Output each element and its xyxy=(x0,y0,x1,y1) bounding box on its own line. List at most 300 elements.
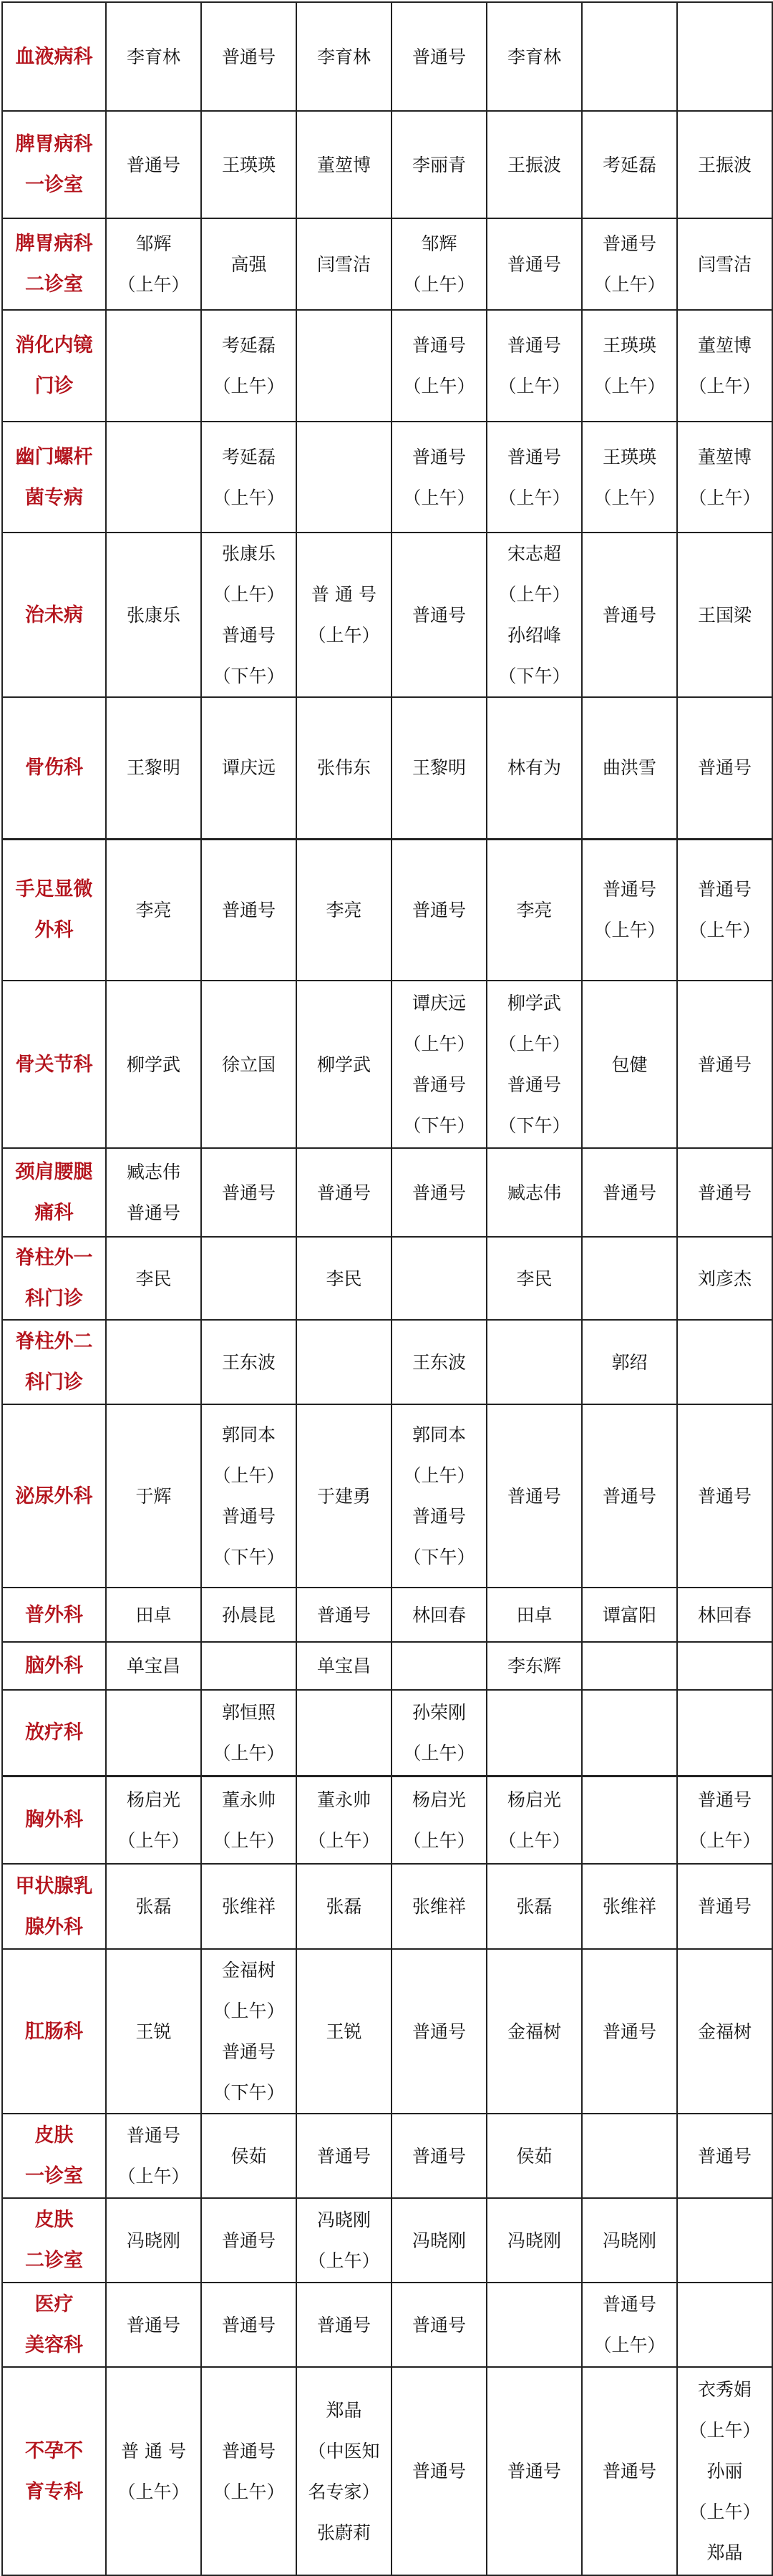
schedule-cell-line: （上午） xyxy=(593,2335,666,2356)
schedule-cell-line: 张伟东 xyxy=(316,757,371,779)
schedule-cell-line: 曲洪雪 xyxy=(602,757,656,779)
department-name-line: 肛肠科 xyxy=(25,2020,83,2043)
department-name xyxy=(2,981,106,1148)
schedule-cell-line: 李民 xyxy=(135,1268,172,1289)
department-name-line: 幽门螺杆 xyxy=(15,445,93,468)
schedule-cell-line: 柳学武 xyxy=(126,1054,180,1075)
schedule-cell-line: 董永帅 xyxy=(316,1789,371,1810)
schedule-row xyxy=(2,1237,772,1320)
department-name-line: 骨关节科 xyxy=(15,1053,93,1076)
schedule-cell-line: 普通号 xyxy=(412,2021,466,2042)
schedule-cell xyxy=(106,697,201,839)
schedule-cell xyxy=(296,697,392,839)
schedule-cell-line: 高强 xyxy=(230,253,267,275)
schedule-cell xyxy=(487,1690,582,1776)
schedule-cell-line: 普通号 xyxy=(602,2461,656,2482)
schedule-row xyxy=(2,1642,772,1690)
schedule-row xyxy=(2,310,772,422)
schedule-cell xyxy=(106,422,201,533)
schedule-cell xyxy=(392,981,487,1148)
department-name-line: 手足显微 xyxy=(15,878,93,901)
schedule-cell xyxy=(677,218,772,310)
schedule-cell-line: 王瑛瑛 xyxy=(221,154,276,175)
schedule-cell xyxy=(582,981,677,1148)
schedule-cell-line: 王国梁 xyxy=(697,604,752,626)
department-name xyxy=(2,1776,106,1864)
schedule-cell xyxy=(106,1588,201,1642)
schedule-cell xyxy=(296,2198,392,2283)
schedule-cell-line: 普通号 xyxy=(697,1485,752,1507)
department-name-line: 门诊 xyxy=(34,375,74,397)
schedule-cell-line: （上午） xyxy=(689,487,761,508)
schedule-cell-line: 考延磊 xyxy=(221,335,276,356)
schedule-row xyxy=(2,2,772,111)
schedule-cell xyxy=(296,1404,392,1588)
schedule-cell xyxy=(296,1642,392,1690)
schedule-cell xyxy=(201,1237,296,1320)
schedule-cell xyxy=(487,981,582,1148)
schedule-cell xyxy=(106,1404,201,1588)
schedule-cell-line: （上午） xyxy=(498,1829,570,1851)
department-name-line: 皮肤 xyxy=(34,2209,74,2231)
schedule-cell xyxy=(392,533,487,697)
schedule-cell-line: 王东波 xyxy=(221,1351,276,1373)
schedule-cell xyxy=(582,1404,677,1588)
schedule-cell-line: 冯晓刚 xyxy=(316,2210,371,2230)
department-name xyxy=(2,1588,106,1642)
schedule-cell xyxy=(106,310,201,422)
schedule-row xyxy=(2,1690,772,1776)
department-name-line: 腺外科 xyxy=(25,1915,83,1938)
schedule-cell-line: 普通号 xyxy=(126,154,180,175)
schedule-cell-line: 张磊 xyxy=(135,1896,172,1917)
schedule-cell xyxy=(106,1690,201,1776)
schedule-cell xyxy=(201,1148,296,1237)
schedule-cell-line: 林回春 xyxy=(697,1604,752,1625)
schedule-row xyxy=(2,1776,772,1864)
schedule-cell-line: （上午） xyxy=(213,2001,285,2021)
schedule-cell-line: 杨启光 xyxy=(126,1789,180,1810)
schedule-cell-line: （上午） xyxy=(308,625,380,646)
schedule-cell xyxy=(296,1776,392,1864)
schedule-cell-line: 闫雪洁 xyxy=(697,253,752,275)
schedule-cell xyxy=(392,1776,487,1864)
schedule-cell xyxy=(201,1949,296,2114)
schedule-cell xyxy=(677,697,772,839)
schedule-cell-line: （上午） xyxy=(213,2481,285,2502)
schedule-cell xyxy=(106,111,201,218)
schedule-cell xyxy=(392,2114,487,2198)
schedule-cell xyxy=(487,2283,582,2367)
schedule-cell xyxy=(677,981,772,1148)
schedule-cell xyxy=(677,533,772,697)
schedule-cell xyxy=(392,2,487,111)
department-name-line: 放疗科 xyxy=(25,1721,83,1744)
schedule-cell-line: 王锐 xyxy=(326,2021,362,2042)
schedule-cell-line: 普通号 xyxy=(221,2230,276,2251)
schedule-cell xyxy=(392,218,487,310)
schedule-cell-line: 李育林 xyxy=(507,46,561,67)
schedule-cell xyxy=(487,1148,582,1237)
clinic-schedule-table xyxy=(1,1,773,2576)
schedule-cell xyxy=(487,1949,582,2114)
schedule-cell xyxy=(677,1588,772,1642)
schedule-cell xyxy=(677,111,772,218)
schedule-cell-line: 孙绍峰 xyxy=(507,625,561,646)
schedule-cell xyxy=(677,1864,772,1949)
schedule-cell-line: 普通号 xyxy=(697,1896,752,1917)
schedule-cell xyxy=(106,1642,201,1690)
schedule-cell xyxy=(677,1949,772,2114)
schedule-cell-line: （上午） xyxy=(213,1742,285,1764)
department-name-line: 科门诊 xyxy=(25,1371,83,1394)
department-name-line: 脾胃病科 xyxy=(15,233,93,255)
schedule-cell xyxy=(582,1690,677,1776)
schedule-cell xyxy=(392,2367,487,2575)
schedule-cell xyxy=(106,2198,201,2283)
schedule-cell xyxy=(392,2198,487,2283)
schedule-cell-line: 张磊 xyxy=(326,1896,362,1917)
schedule-cell xyxy=(296,111,392,218)
schedule-cell-line: 张磊 xyxy=(516,1896,553,1917)
schedule-cell-line: 普通号 xyxy=(221,1182,276,1203)
schedule-cell-line: 李丽青 xyxy=(412,154,466,175)
schedule-cell xyxy=(582,218,677,310)
schedule-cell xyxy=(582,1320,677,1404)
schedule-cell-line: （上午） xyxy=(403,1465,475,1486)
department-name-line: 一诊室 xyxy=(25,174,83,196)
schedule-cell-line: 董堃博 xyxy=(316,154,371,175)
department-name-line: 脊柱外二 xyxy=(15,1331,93,1353)
schedule-cell-line: 侯茹 xyxy=(230,2145,267,2167)
schedule-cell-line: 郑晶 xyxy=(706,2542,743,2563)
department-name-line: 皮肤 xyxy=(34,2124,74,2147)
schedule-cell-line: 普通号 xyxy=(507,253,561,275)
schedule-cell xyxy=(106,1864,201,1949)
schedule-cell-line: 考延磊 xyxy=(602,154,656,175)
schedule-cell-line: 张维祥 xyxy=(412,1896,466,1917)
schedule-cell xyxy=(201,1404,296,1588)
schedule-cell xyxy=(487,2,582,111)
schedule-cell-line: （上午） xyxy=(593,920,666,941)
schedule-cell xyxy=(296,1588,392,1642)
schedule-row xyxy=(2,1320,772,1404)
schedule-cell-line: 衣秀娟 xyxy=(697,2379,752,2400)
schedule-cell xyxy=(677,2283,772,2367)
schedule-cell xyxy=(392,1949,487,2114)
schedule-body xyxy=(2,2,772,2575)
schedule-cell-line: 普通号 xyxy=(602,1485,656,1507)
schedule-row xyxy=(2,1404,772,1588)
schedule-cell xyxy=(487,1864,582,1949)
schedule-cell-line: 单宝昌 xyxy=(126,1656,180,1676)
department-name xyxy=(2,1690,106,1776)
schedule-cell-line: （上午） xyxy=(403,376,475,397)
schedule-cell-line: 普通号 xyxy=(316,1604,371,1625)
schedule-cell-line: 王振波 xyxy=(507,154,561,175)
schedule-cell xyxy=(677,422,772,533)
schedule-cell xyxy=(106,839,201,981)
department-name xyxy=(2,1148,106,1237)
schedule-cell-line: （上午） xyxy=(308,2250,380,2271)
department-name xyxy=(2,2,106,111)
schedule-cell xyxy=(677,839,772,981)
schedule-row xyxy=(2,111,772,218)
schedule-cell-line: 李民 xyxy=(326,1268,362,1289)
department-name-line: 育专科 xyxy=(25,2480,83,2503)
schedule-cell-line: 普通号 xyxy=(412,604,466,626)
department-name-line: 甲状腺乳 xyxy=(15,1875,93,1897)
schedule-cell-line: 王瑛瑛 xyxy=(602,446,656,467)
schedule-cell-line: 邹辉 xyxy=(421,233,457,254)
schedule-cell-line: （上午） xyxy=(498,487,570,508)
schedule-cell-line: 董堃博 xyxy=(697,335,752,356)
schedule-cell-line: 于建勇 xyxy=(316,1485,371,1507)
schedule-cell-line: 孙丽 xyxy=(706,2461,743,2482)
schedule-cell xyxy=(201,533,296,697)
schedule-cell-line: （上午） xyxy=(117,1829,190,1851)
schedule-cell-line: 孙荣刚 xyxy=(412,1701,466,1723)
schedule-cell-line: 普通号 xyxy=(316,2145,371,2167)
schedule-cell-line: 郭同本 xyxy=(412,1424,466,1445)
schedule-cell-line: （下午） xyxy=(213,1547,285,1568)
schedule-cell xyxy=(201,1776,296,1864)
schedule-cell-line: 普通号 xyxy=(507,335,561,356)
schedule-cell xyxy=(392,1404,487,1588)
schedule-cell xyxy=(487,1642,582,1690)
schedule-cell-line: 郑晶 xyxy=(326,2399,362,2421)
department-name-line: 美容科 xyxy=(25,2334,83,2356)
schedule-cell-line: 普通号 xyxy=(316,2314,371,2336)
schedule-cell-line: 冯晓刚 xyxy=(126,2230,180,2251)
department-name xyxy=(2,218,106,310)
schedule-cell-line: 普通号 xyxy=(221,1506,276,1527)
schedule-cell-line: 郭恒照 xyxy=(221,1701,276,1723)
schedule-cell xyxy=(582,310,677,422)
department-name xyxy=(2,1642,106,1690)
schedule-cell xyxy=(582,533,677,697)
schedule-cell-line: 普通号 xyxy=(412,1506,466,1527)
schedule-cell-line: 普 通 号 xyxy=(311,584,376,605)
schedule-cell-line: （上午） xyxy=(403,1742,475,1764)
schedule-cell-line: 宋志超 xyxy=(507,543,561,564)
schedule-cell-line: 王东波 xyxy=(412,1351,466,1373)
schedule-cell xyxy=(392,1148,487,1237)
schedule-cell-line: （上午） xyxy=(213,1829,285,1851)
schedule-cell-line: 普通号 xyxy=(221,899,276,920)
schedule-cell xyxy=(201,2,296,111)
schedule-cell-line: 金福树 xyxy=(697,2021,752,2042)
schedule-cell-line: 林回春 xyxy=(412,1604,466,1625)
schedule-cell xyxy=(582,2114,677,2198)
schedule-cell xyxy=(106,1949,201,2114)
schedule-cell-line: （上午） xyxy=(117,2481,190,2502)
schedule-cell-line: （上午） xyxy=(593,274,666,295)
schedule-cell-line: 普通号 xyxy=(221,2041,276,2062)
schedule-cell-line: 王锐 xyxy=(135,2021,172,2042)
department-name-line: 医疗 xyxy=(34,2293,74,2315)
schedule-cell xyxy=(392,1690,487,1776)
schedule-cell-line: （中医知 xyxy=(308,2440,380,2461)
schedule-cell-line: 李亮 xyxy=(516,899,553,920)
schedule-cell xyxy=(582,1949,677,2114)
schedule-cell xyxy=(487,218,582,310)
schedule-cell-line: 张康乐 xyxy=(221,543,276,564)
department-name-line: 外科 xyxy=(34,919,74,942)
schedule-cell xyxy=(392,422,487,533)
schedule-cell xyxy=(296,1320,392,1404)
schedule-cell-line: 王振波 xyxy=(697,154,752,175)
schedule-cell xyxy=(487,1776,582,1864)
schedule-cell xyxy=(106,2,201,111)
schedule-cell-line: 普通号 xyxy=(507,1074,561,1095)
schedule-cell xyxy=(201,1320,296,1404)
schedule-cell xyxy=(201,1690,296,1776)
schedule-cell-line: 普通号 xyxy=(507,446,561,467)
schedule-cell xyxy=(487,2367,582,2575)
schedule-cell-line: （下午） xyxy=(213,666,285,686)
schedule-cell-line: （上午） xyxy=(498,376,570,397)
department-name-line: 脊柱外一 xyxy=(15,1247,93,1269)
schedule-cell xyxy=(201,697,296,839)
schedule-cell xyxy=(296,1690,392,1776)
schedule-cell-line: （上午） xyxy=(498,1034,570,1054)
schedule-cell xyxy=(392,111,487,218)
department-name-line: 血液病科 xyxy=(15,45,93,68)
schedule-cell-line: 普通号 xyxy=(412,2461,466,2482)
department-name xyxy=(2,1237,106,1320)
schedule-cell-line: （下午） xyxy=(403,1115,475,1136)
schedule-cell-line: 普通号 xyxy=(126,1202,180,1223)
schedule-cell xyxy=(487,310,582,422)
schedule-cell-line: 包健 xyxy=(611,1054,648,1075)
schedule-row xyxy=(2,2283,772,2367)
department-name-line: 脾胃病科 xyxy=(15,133,93,155)
schedule-cell xyxy=(392,1642,487,1690)
schedule-cell xyxy=(201,2114,296,2198)
schedule-cell xyxy=(201,1864,296,1949)
schedule-cell xyxy=(201,422,296,533)
schedule-cell xyxy=(487,1237,582,1320)
schedule-cell-line: 普通号 xyxy=(221,2314,276,2336)
schedule-cell-line: （上午） xyxy=(213,1465,285,1486)
schedule-cell-line: 李民 xyxy=(516,1268,553,1289)
schedule-cell-line: 王黎明 xyxy=(412,757,466,779)
schedule-cell xyxy=(296,2283,392,2367)
schedule-cell xyxy=(677,2,772,111)
schedule-cell-line: 董堃博 xyxy=(697,446,752,467)
schedule-row xyxy=(2,1864,772,1949)
schedule-cell xyxy=(392,1237,487,1320)
schedule-cell-line: （下午） xyxy=(498,1115,570,1136)
schedule-cell-line: 谭庆远 xyxy=(221,757,276,779)
schedule-cell-line: 李亮 xyxy=(326,899,362,920)
schedule-cell-line: （上午） xyxy=(689,2502,761,2522)
schedule-cell xyxy=(201,839,296,981)
schedule-cell-line: 王瑛瑛 xyxy=(602,335,656,356)
schedule-cell xyxy=(677,1404,772,1588)
schedule-cell xyxy=(201,2367,296,2575)
schedule-cell xyxy=(487,2114,582,2198)
department-name-line: 骨伤科 xyxy=(25,757,83,779)
schedule-row xyxy=(2,697,772,839)
schedule-cell xyxy=(296,310,392,422)
department-name xyxy=(2,839,106,981)
schedule-cell xyxy=(392,1588,487,1642)
department-name-line: 脑外科 xyxy=(25,1655,83,1677)
schedule-cell-line: 普通号 xyxy=(602,879,656,900)
schedule-cell xyxy=(106,1776,201,1864)
schedule-cell-line: 臧志伟 xyxy=(507,1182,561,1203)
schedule-cell xyxy=(677,1237,772,1320)
schedule-cell xyxy=(106,1237,201,1320)
department-name xyxy=(2,2114,106,2198)
schedule-cell xyxy=(296,1864,392,1949)
schedule-cell xyxy=(487,111,582,218)
department-name-line: 科门诊 xyxy=(25,1288,83,1310)
schedule-cell-line: 单宝昌 xyxy=(316,1656,371,1676)
schedule-cell-line: 张康乐 xyxy=(126,604,180,626)
schedule-cell-line: 侯茹 xyxy=(516,2145,553,2167)
schedule-cell-line: 郭绍 xyxy=(611,1351,648,1373)
schedule-cell xyxy=(677,2198,772,2283)
schedule-cell-line: 杨启光 xyxy=(412,1789,466,1810)
schedule-cell xyxy=(487,422,582,533)
schedule-cell xyxy=(487,1404,582,1588)
schedule-cell-line: 张维祥 xyxy=(602,1896,656,1917)
schedule-cell-line: （上午） xyxy=(498,584,570,605)
schedule-cell-line: （上午） xyxy=(593,376,666,397)
schedule-row xyxy=(2,981,772,1148)
schedule-row xyxy=(2,2114,772,2198)
schedule-cell-line: 冯晓刚 xyxy=(602,2230,656,2251)
schedule-cell-line: 普通号 xyxy=(412,2145,466,2167)
department-name xyxy=(2,310,106,422)
schedule-cell xyxy=(392,1320,487,1404)
schedule-cell-line: 张维祥 xyxy=(221,1896,276,1917)
schedule-cell-line: 董永帅 xyxy=(221,1789,276,1810)
schedule-cell xyxy=(582,1588,677,1642)
schedule-cell-line: （上午） xyxy=(689,920,761,941)
schedule-cell-line: 张蔚莉 xyxy=(316,2522,371,2543)
schedule-cell xyxy=(677,1776,772,1864)
schedule-cell-line: 田卓 xyxy=(516,1604,553,1625)
schedule-cell-line: 闫雪洁 xyxy=(316,253,371,275)
schedule-cell xyxy=(677,2114,772,2198)
schedule-cell xyxy=(106,218,201,310)
schedule-cell-line: 普通号 xyxy=(221,2440,276,2461)
schedule-row xyxy=(2,1949,772,2114)
schedule-row xyxy=(2,218,772,310)
schedule-cell xyxy=(582,1237,677,1320)
department-name-line: 泌尿外科 xyxy=(15,1484,93,1507)
schedule-cell-line: 柳学武 xyxy=(316,1054,371,1075)
schedule-cell xyxy=(582,2367,677,2575)
schedule-cell xyxy=(106,2283,201,2367)
schedule-cell xyxy=(677,1642,772,1690)
schedule-cell xyxy=(582,1642,677,1690)
schedule-cell-line: 谭庆远 xyxy=(412,993,466,1014)
schedule-cell-line: （上午） xyxy=(213,376,285,397)
schedule-cell-line: （上午） xyxy=(403,274,475,295)
department-name xyxy=(2,2198,106,2283)
schedule-cell xyxy=(487,1588,582,1642)
schedule-cell-line: 王黎明 xyxy=(126,757,180,779)
schedule-cell xyxy=(582,697,677,839)
department-name-line: 消化内镜 xyxy=(15,334,93,356)
department-name xyxy=(2,2283,106,2367)
schedule-cell-line: 于辉 xyxy=(135,1485,172,1507)
